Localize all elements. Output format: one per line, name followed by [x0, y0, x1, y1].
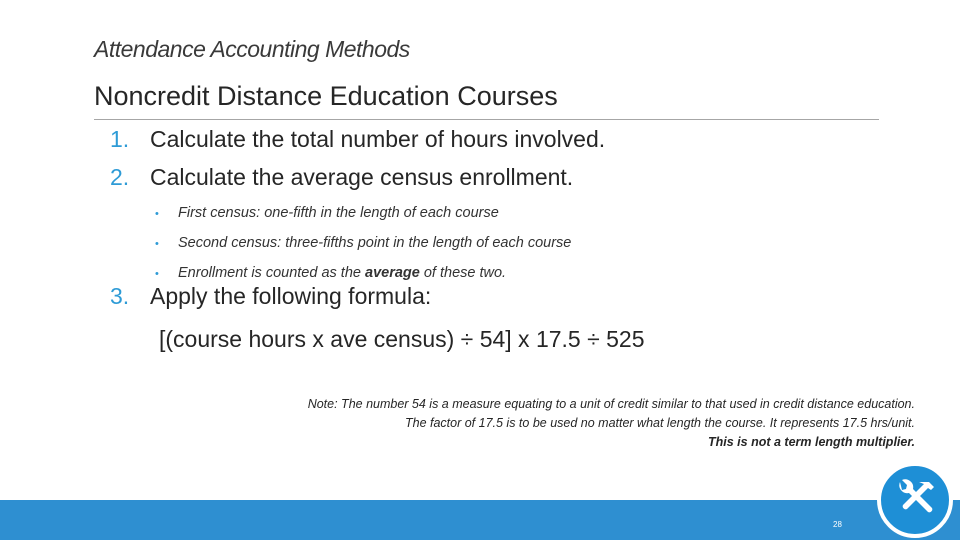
note-line-2: The factor of 17.5 is to be used no matter what length the course. It represents 17.5 hrs/unit.	[404, 416, 915, 430]
step-number: 3.	[110, 283, 130, 309]
tools-icon	[891, 476, 939, 524]
tools-badge	[877, 462, 953, 538]
bullet-text-before: Enrollment is counted as the	[178, 265, 365, 281]
numbered-steps	[110, 120, 605, 196]
bullet-item	[155, 229, 571, 259]
footer-bar	[0, 500, 960, 540]
bullet-dot-icon: •	[155, 238, 159, 250]
bullet-text-bold: average	[365, 265, 420, 281]
formula: [(course hours x ave census) ÷ 54] x 17.5 ÷ 525	[159, 326, 645, 352]
slide-title: Noncredit Distance Education Courses	[94, 81, 558, 111]
page-number: 28	[833, 520, 842, 529]
bullet-dot-icon: •	[155, 268, 159, 280]
bullet-item	[155, 199, 571, 229]
bullet-text: First census: one-fifth in the length of each course	[178, 205, 499, 221]
step-item	[110, 158, 605, 196]
note-line-3: This is not a term length multiplier.	[708, 435, 915, 449]
census-bullets	[155, 199, 571, 289]
step-text: Calculate the average census enrollment.	[150, 164, 574, 190]
step-number: 2.	[110, 164, 130, 190]
note-block	[308, 395, 915, 452]
step-text: Apply the following formula:	[150, 283, 432, 309]
bullet-text: Second census: three-fifths point in the length of each course	[178, 235, 572, 251]
note-line-1: Note: The number 54 is a measure equating to a unit of credit similar to that used in credit distance education.	[307, 397, 915, 411]
step-number: 1.	[110, 126, 130, 152]
bullet-text-after: of these two.	[419, 265, 507, 281]
step-text: Calculate the total number of hours involved.	[150, 126, 606, 152]
step-item	[110, 120, 605, 158]
bullet-dot-icon: •	[155, 208, 159, 220]
slide-subtitle: Attendance Accounting Methods	[94, 36, 410, 62]
step-item	[110, 283, 431, 310]
